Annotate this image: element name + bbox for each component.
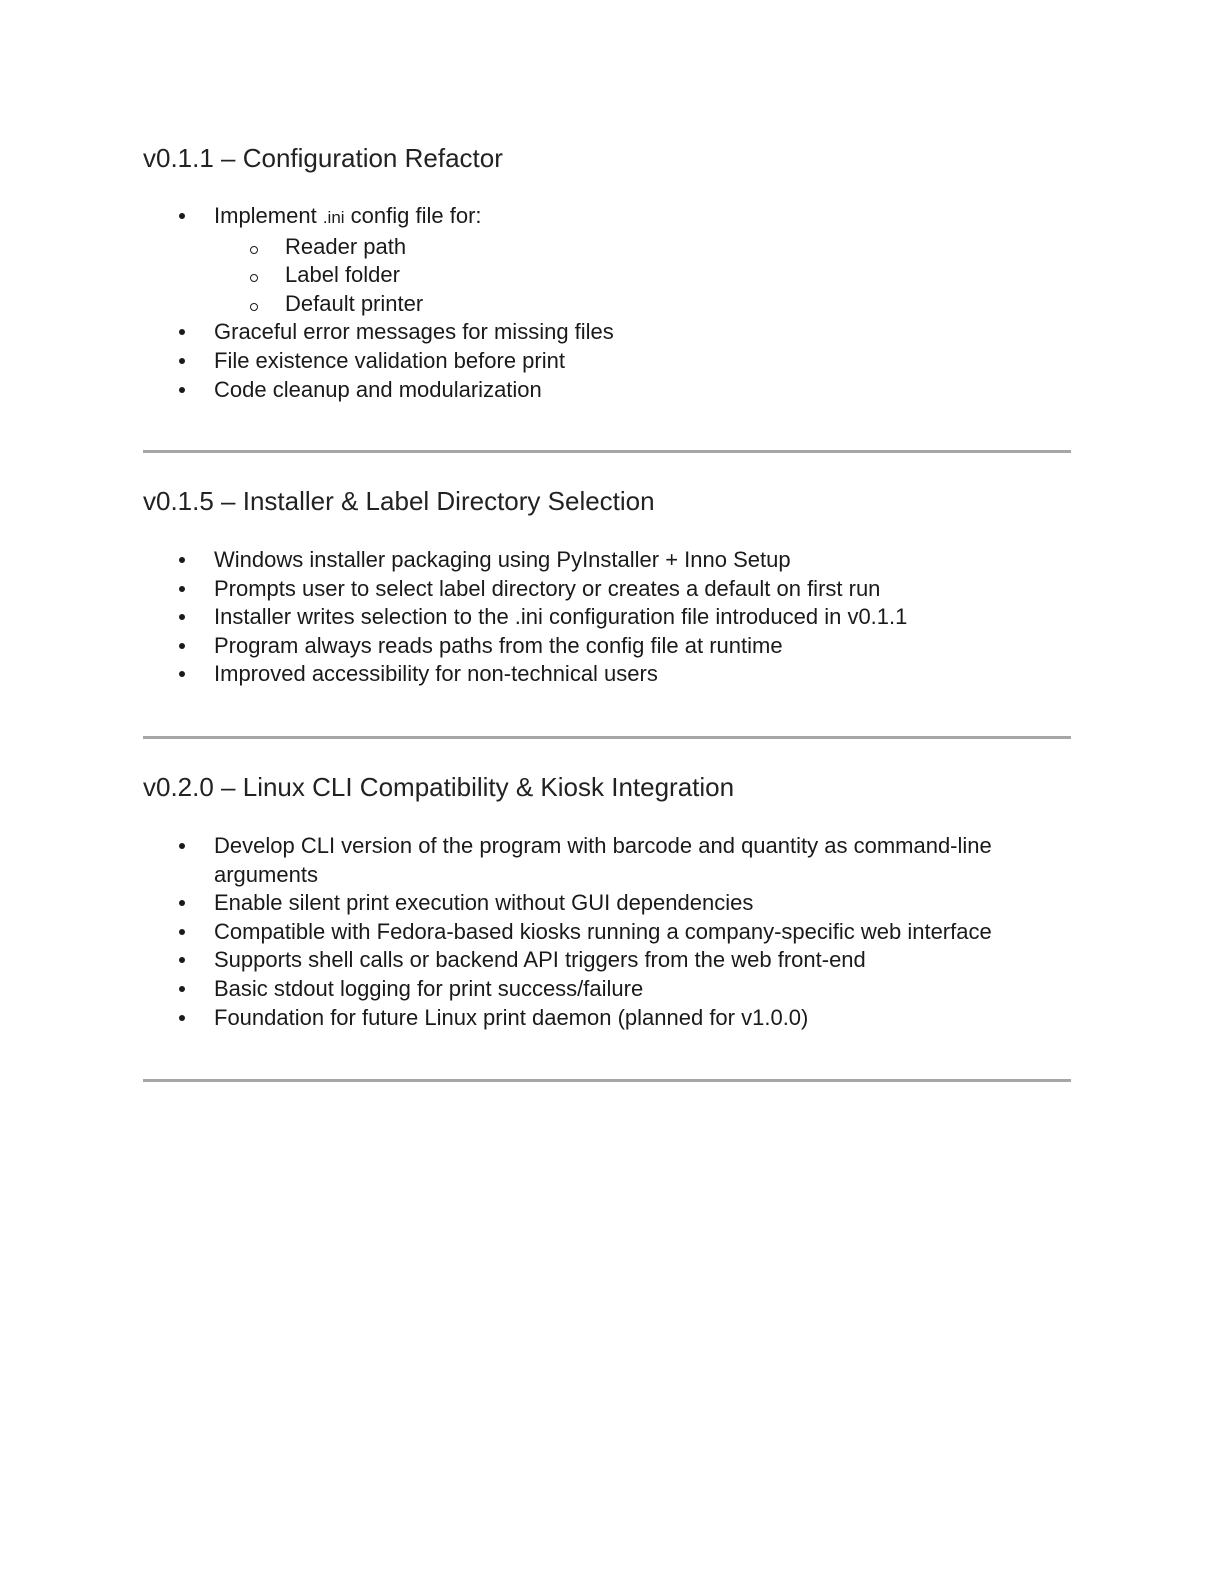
section-v0-1-5 — [143, 485, 1071, 517]
bullet-list-v0-1-1 — [143, 202, 1071, 404]
bullet-icon — [179, 900, 185, 906]
list-item-text: Code cleanup and modularization — [214, 376, 542, 402]
list-item — [143, 202, 1071, 318]
inline-code: .ini — [322, 208, 345, 227]
horizontal-rule — [143, 736, 1071, 739]
list-item-text: Compatible with Fedora-based kiosks running a company-specific web interface — [214, 918, 992, 944]
list-item-text: File existence validation before print — [214, 347, 565, 373]
list-item — [143, 376, 1071, 405]
list-item-text: Basic stdout logging for print success/failure — [214, 975, 644, 1001]
list-item — [143, 946, 1071, 975]
list-item — [143, 889, 1071, 918]
list-item — [143, 975, 1071, 1004]
list-item-text: Foundation for future Linux print daemon (planned for v1.0.0) — [214, 1004, 809, 1030]
list-item — [143, 347, 1071, 376]
bullet-icon — [179, 614, 185, 620]
list-item-text: Prompts user to select label directory or creates a default on first run — [214, 575, 881, 601]
section-v0-2-0 — [143, 771, 1071, 803]
list-item — [143, 318, 1071, 347]
bullet-icon — [179, 358, 185, 364]
list-item — [143, 832, 1071, 889]
list-item — [143, 575, 1071, 604]
list-item-text: Develop CLI version of the program with barcode and quantity as command-line arguments — [214, 833, 992, 887]
sub-list-item-text: Reader path — [285, 233, 407, 259]
section-heading: v0.2.0 – Linux CLI Compatibility & Kiosk Integration — [143, 772, 735, 802]
horizontal-rule — [143, 450, 1071, 453]
bullet-icon — [179, 986, 185, 992]
list-item-text: Enable silent print execution without GUI dependencies — [214, 890, 754, 916]
bullet-icon — [179, 957, 185, 963]
list-item-text: Improved accessibility for non-technical users — [214, 661, 658, 687]
bullet-icon — [179, 213, 185, 219]
list-item-text: Windows installer packaging using PyInstaller + Inno Setup — [214, 547, 791, 572]
hollow-bullet-icon — [250, 303, 258, 311]
bullet-icon — [179, 557, 185, 563]
sub-list-item — [214, 261, 1071, 290]
horizontal-rule — [143, 1079, 1071, 1082]
sub-list-item-text: Label folder — [285, 262, 400, 288]
hollow-bullet-icon — [250, 246, 258, 254]
sub-list-item — [214, 233, 1071, 262]
list-item — [143, 918, 1071, 947]
bullet-list-v0-1-5 — [143, 546, 1071, 689]
list-item-text: config file for: — [344, 203, 482, 228]
list-item-text: Supports shell calls or backend API triggers from the web front-end — [214, 947, 866, 973]
bullet-icon — [179, 843, 185, 849]
bullet-icon — [179, 1015, 185, 1021]
bullet-list-v0-2-0 — [143, 832, 1071, 1032]
section-v0-1-1 — [143, 142, 1071, 174]
section-heading: v0.1.5 – Installer & Label Directory Selection — [143, 486, 655, 516]
sub-list — [214, 233, 1071, 319]
list-item-text: Program always reads paths from the config file at runtime — [214, 632, 783, 658]
list-item — [143, 660, 1071, 689]
bullet-icon — [179, 929, 185, 935]
bullet-icon — [179, 586, 185, 592]
list-item — [143, 632, 1071, 661]
sub-list-item — [214, 290, 1071, 319]
bullet-icon — [179, 329, 185, 335]
list-item — [143, 1004, 1071, 1033]
bullet-icon — [179, 643, 185, 649]
list-item — [143, 546, 1071, 575]
bullet-icon — [179, 387, 185, 393]
hollow-bullet-icon — [250, 274, 258, 282]
sub-list-item-text: Default printer — [285, 290, 424, 316]
list-item-text: Installer writes selection to the .ini configuration file introduced in v0.1.1 — [214, 604, 908, 630]
list-item-text: Graceful error messages for missing files — [214, 319, 614, 345]
list-item-text: Implement — [214, 203, 323, 228]
section-heading: v0.1.1 – Configuration Refactor — [143, 143, 503, 173]
list-item — [143, 603, 1071, 632]
bullet-icon — [179, 671, 185, 677]
